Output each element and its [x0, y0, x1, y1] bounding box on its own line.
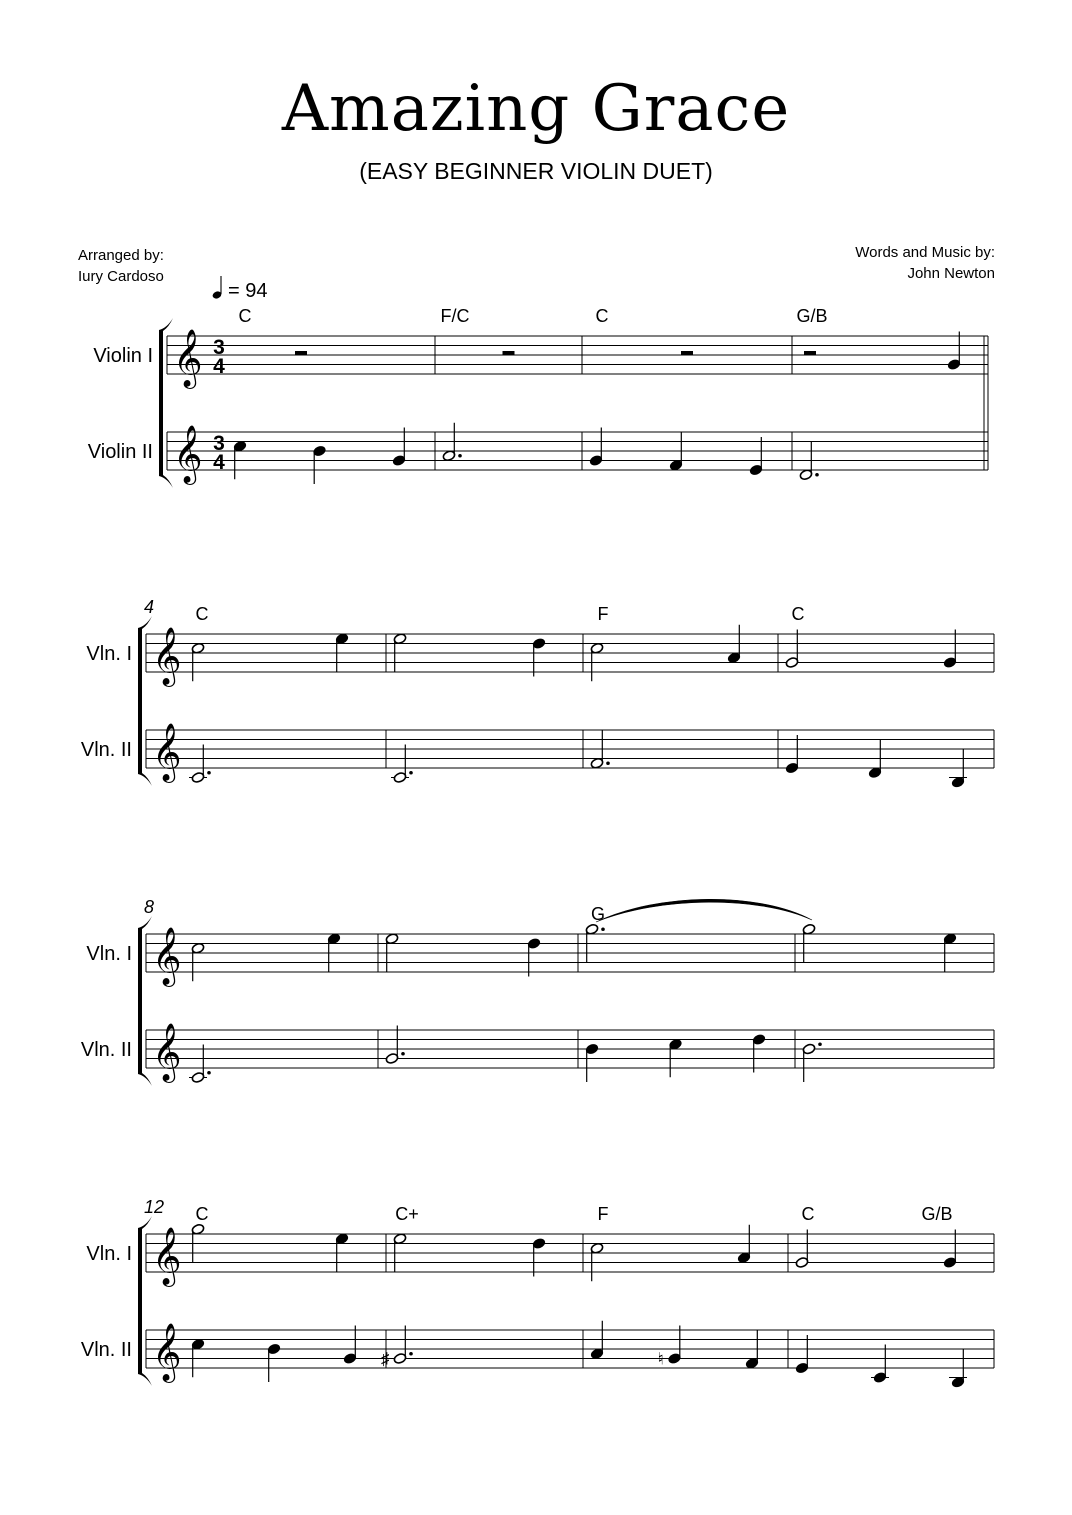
violin2-note-dot [207, 771, 211, 775]
violin1-note-half-rest [804, 351, 816, 355]
treble-clef-icon: 𝄞 [173, 329, 203, 386]
violin2-note-dot [815, 473, 819, 477]
bracket-bottom-hook [138, 1073, 152, 1086]
time-signature-bottom: 4 [213, 451, 225, 474]
bracket-bottom-hook [138, 1373, 152, 1386]
instrument-label-violin2: Vln. II [80, 1039, 132, 1061]
violin2-note-dot [458, 454, 462, 458]
chord-symbol: C [595, 306, 609, 326]
time-signature-top: 3 [213, 432, 225, 455]
measure-number: 12 [144, 1197, 165, 1217]
chord-symbol: G/B [921, 1204, 953, 1224]
instrument-label-violin2: Vln. II [80, 739, 132, 761]
instrument-label-violin1: Vln. I [86, 643, 132, 665]
violin2-note-dot [818, 1042, 822, 1046]
composer-name: John Newton [907, 265, 995, 282]
chord-symbol: F/C [440, 306, 470, 326]
violin2-note-dot [409, 1352, 413, 1356]
chord-symbol: C+ [395, 1204, 419, 1224]
slur-tie [596, 899, 812, 922]
violin1-note-half-rest [503, 351, 515, 355]
chord-symbol: G [590, 904, 606, 924]
score-subtitle: (EASY BEGINNER VIOLIN DUET) [359, 158, 713, 184]
treble-clef-icon: 𝄞 [152, 1323, 182, 1380]
violin2-note-dot [606, 761, 610, 765]
chord-symbol: C [801, 1204, 815, 1224]
bracket-top-hook [138, 616, 152, 629]
instrument-label-violin2: Vln. II [80, 1339, 132, 1361]
violin2-note-natural-icon: ♮ [657, 1349, 664, 1369]
system-bracket [138, 928, 142, 1074]
time-signature-top: 3 [213, 336, 225, 359]
chord-symbol: C [195, 1204, 209, 1224]
treble-clef-icon: 𝄞 [152, 723, 182, 780]
instrument-label-violin1: Vln. I [86, 943, 132, 965]
violin1-note-half-rest [295, 351, 307, 355]
system-bracket [138, 1228, 142, 1374]
chord-symbol: C [195, 604, 209, 624]
violin2-note-dot [207, 1071, 211, 1075]
tempo-mark: = 94 [228, 280, 268, 302]
instrument-label-violin2: Violin II [87, 441, 153, 463]
violin1-note-half-rest [681, 351, 693, 355]
chord-symbol: G/B [796, 306, 828, 326]
arranger-label: Arranged by: [78, 247, 164, 264]
violin2-note-dot [409, 771, 413, 775]
treble-clef-icon: 𝄞 [173, 425, 203, 482]
treble-clef-icon: 𝄞 [152, 1023, 182, 1080]
score-title: Amazing Grace [281, 72, 791, 146]
system-bracket [159, 330, 163, 476]
instrument-label-violin1: Vln. I [86, 1243, 132, 1265]
treble-clef-icon: 𝄞 [152, 927, 182, 984]
chord-symbol: F [597, 604, 609, 624]
treble-clef-icon: 𝄞 [152, 1227, 182, 1284]
composer-label: Words and Music by: [855, 244, 995, 261]
bracket-top-hook [138, 916, 152, 929]
violin2-note-dot [401, 1052, 405, 1056]
time-signature-bottom: 4 [213, 355, 225, 378]
violin2-note-sharp-icon: ♯ [381, 1349, 390, 1369]
bracket-bottom-hook [159, 475, 173, 488]
bracket-top-hook [159, 318, 173, 331]
system-bracket [138, 628, 142, 774]
chord-symbol: C [238, 306, 252, 326]
arranger-name: Iury Cardoso [78, 268, 164, 285]
instrument-label-violin1: Violin I [93, 345, 153, 367]
chord-symbol: C [791, 604, 805, 624]
bracket-bottom-hook [138, 773, 152, 786]
measure-number: 8 [144, 897, 155, 917]
chord-symbol: F [597, 1204, 609, 1224]
treble-clef-icon: 𝄞 [152, 627, 182, 684]
bracket-top-hook [138, 1216, 152, 1229]
violin1-note-dot [601, 927, 605, 931]
measure-number: 4 [144, 597, 155, 617]
